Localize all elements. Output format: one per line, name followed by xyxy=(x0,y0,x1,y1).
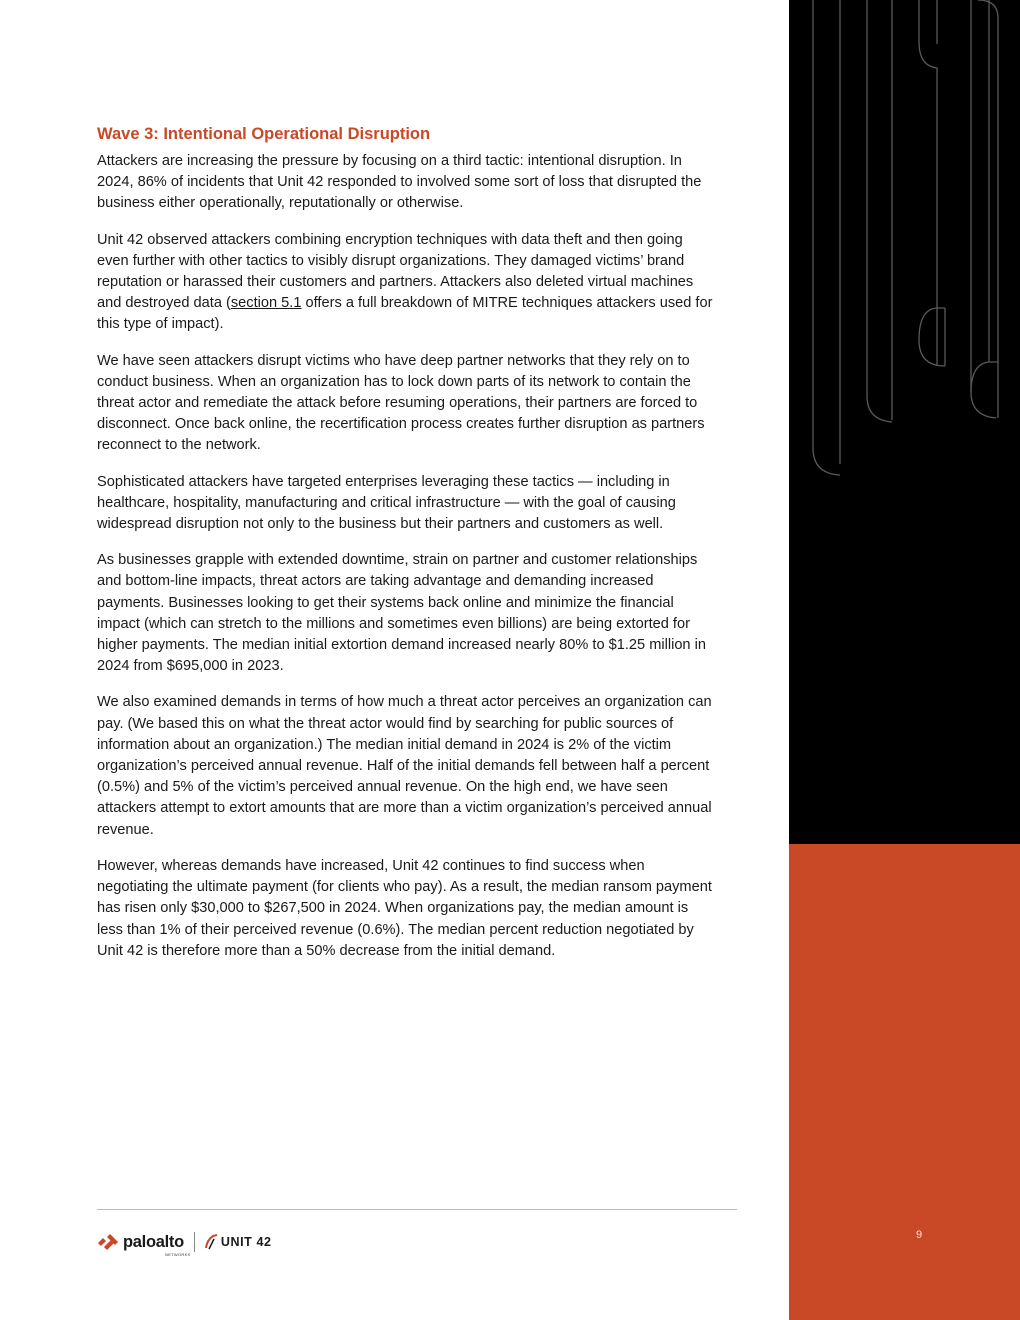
paragraph-1: Attackers are increasing the pressure by focusing on a third tactic: intentional disruption. In 2024, 86% of incidents that Unit 42 responded to involved some sort of loss that disrupted the business either operationally, reputationally or otherwise. xyxy=(97,153,702,212)
page-number: 9 xyxy=(915,1229,923,1241)
paloalto-logo xyxy=(97,1232,191,1257)
paloalto-logo-icon xyxy=(97,1234,119,1250)
paragraph-2 xyxy=(97,230,717,336)
footer-divider xyxy=(97,1209,737,1210)
footer-logos xyxy=(97,1229,272,1255)
paragraph-5: As businesses grapple with extended downtime, strain on partner and customer relationships and bottom-line impacts, threat actors are taking advantage and demanding increased payments. Businesses looking to get their systems back online and minimize the financial impact (which can stretch to the millions and sometimes even billions) are being extorted for higher payments. The median initial extortion demand increased nearly 80% to $1.25 million in 2024 from $695,000 in 2023. xyxy=(97,552,706,675)
paragraph-2-text-before: Unit 42 observed attackers combining encryption techniques with data theft and then going even further with other tactics to visibly disrupt organizations. They damaged victims’ brand reputation or harassed their customers and partners. Attackers also deleted virtual machines and destroyed data ( xyxy=(97,231,694,312)
paragraph-2-text-after: offers a full breakdown of MITRE techniques attackers used for this type of impact). xyxy=(97,295,713,333)
paragraph-7: However, whereas demands have increased, Unit 42 continues to find success when negotiating the ultimate payment (for clients who pay). As a result, the median ransom payment has risen only $30,000 to $267,500 in 2024. When organizations pay, the median amount is less than 1% of their perceived revenue (0.6%). The median percent reduction negotiated by Unit 42 is therefore more than a 50% decrease from the initial demand. xyxy=(97,857,712,959)
curved-lines-decoration xyxy=(789,0,1020,844)
section-heading: Wave 3: Intentional Operational Disruption xyxy=(97,125,431,143)
section-5-1-link[interactable]: section 5.1 xyxy=(230,295,302,312)
unit42-logo-icon xyxy=(204,1234,218,1250)
unit42-wordmark: UNIT 42 xyxy=(220,1235,272,1249)
logo-separator xyxy=(194,1232,195,1252)
paragraph-3: We have seen attackers disrupt victims who have deep partner networks that they rely on to conduct business. When an organization has to lock down parts of its network to contain the threat actor and remediate the attack before resuming operations, their partners are forced to disconnect. Once back online, the recertification process creates further disruption as partners reconnect to the network. xyxy=(97,352,705,454)
sidebar-dark-panel xyxy=(789,0,1020,844)
paragraph-4: Sophisticated attackers have targeted enterprises leveraging these tactics — including in healthcare, hospitality, manufacturing and critical infrastructure — with the goal of causing widespread disruption not only to the business but their partners and customers as well. xyxy=(97,473,676,533)
sidebar-accent-panel xyxy=(789,844,1020,1320)
paloalto-subtext: NETWORKS xyxy=(165,1251,191,1257)
unit42-logo xyxy=(204,1234,272,1250)
paragraph-6: We also examined demands in terms of how much a threat actor perceives an organization can pay. (We based this on what the threat actor would find by searching for public sources of information about an organization.) The median initial demand in 2024 is 2% of the victim organization’s perceived annual revenue. Half of the initial demands fell between half a percent (0.5%) and 5% of the victim’s perceived annual revenue. On the high end, we have seen attackers attempt to extort amounts that are more than a victim organization’s perceived annual revenue. xyxy=(97,694,712,838)
paloalto-wordmark: paloalto xyxy=(123,1232,184,1251)
main-content xyxy=(97,123,717,977)
